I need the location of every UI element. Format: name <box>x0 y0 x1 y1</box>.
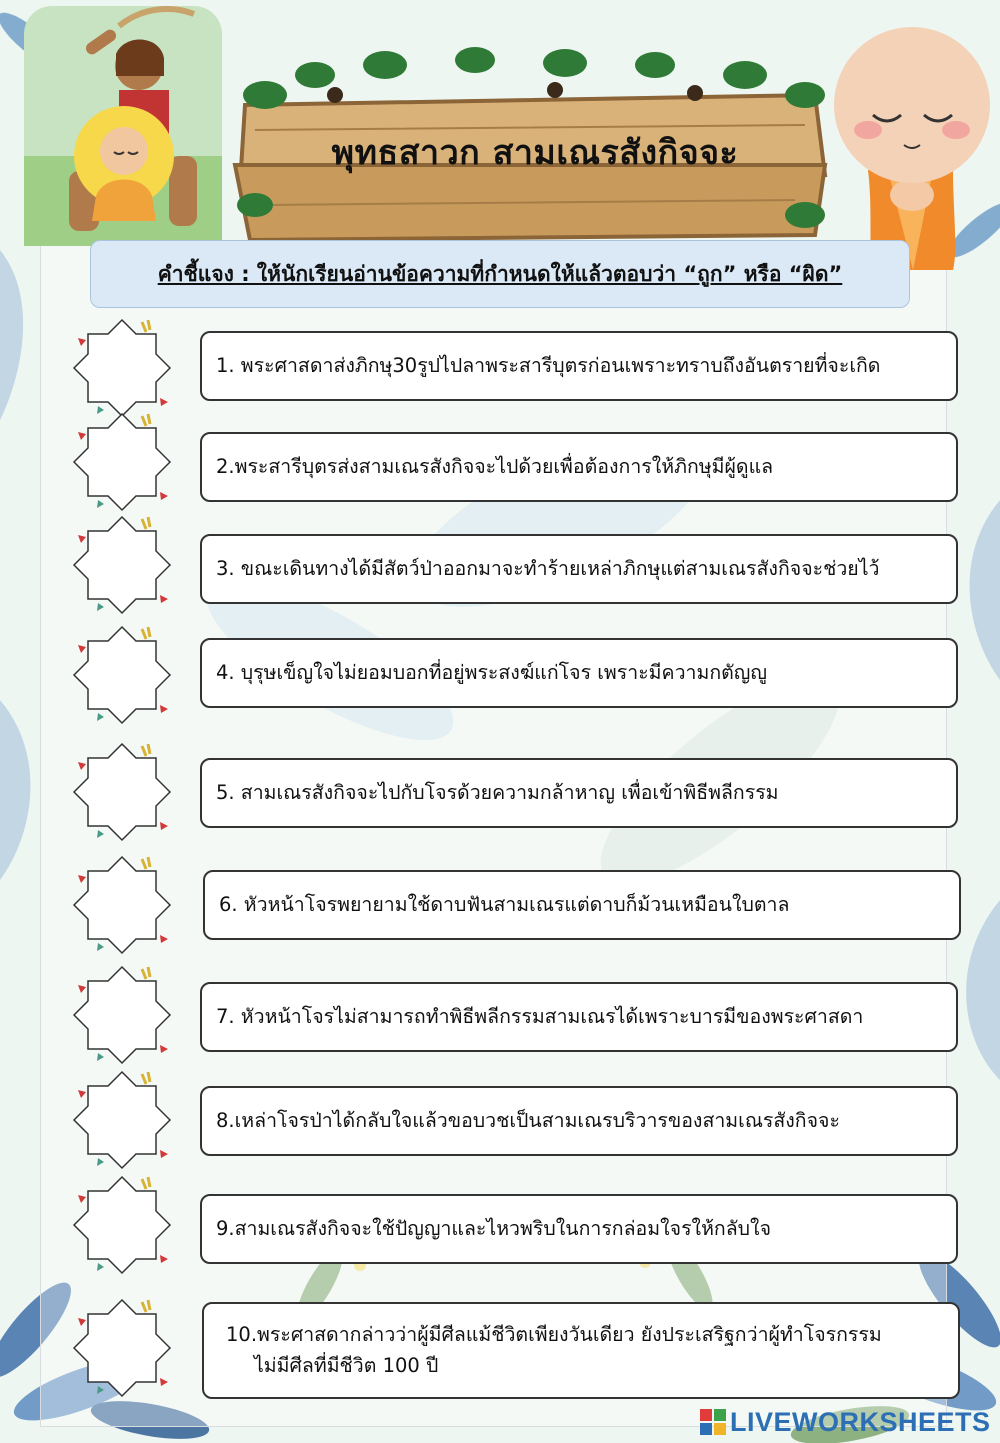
answer-box-8[interactable] <box>72 1070 172 1170</box>
question-text-line-1: 10.พระศาสดากล่าวว่าผู้มีศีลแม้ชีวิตเพียงวันเดียว ยังประเสริฐกว่าผู้ทำโจรกรรม <box>226 1323 882 1347</box>
answer-box-1[interactable] <box>72 318 172 418</box>
question-text: 9.สามเณรสังกิจจะใช้ปัญญาและไหวพริบในการกล่อมใจรให้กลับใจ <box>216 1216 771 1240</box>
answer-box-4[interactable] <box>72 625 172 725</box>
liveworksheets-badge-icon <box>700 1409 726 1435</box>
bandit-and-novice-illustration <box>24 6 222 246</box>
liveworksheets-logo <box>700 1405 991 1439</box>
answer-box-2[interactable] <box>72 412 172 512</box>
answer-box-7[interactable] <box>72 965 172 1065</box>
answer-box-3[interactable] <box>72 515 172 615</box>
answer-box-9[interactable] <box>72 1175 172 1275</box>
answer-box-6[interactable] <box>72 855 172 955</box>
monk-illustration <box>828 20 996 270</box>
question-box-9 <box>200 1194 958 1264</box>
question-box-1 <box>200 331 958 401</box>
question-box-10 <box>202 1302 960 1399</box>
question-text: 4. บุรุษเข็ญใจไม่ยอมบอกที่อยู่พระสงฆ์แก่โจร เพราะมีความกตัญญู <box>216 660 768 684</box>
question-box-8 <box>200 1086 958 1156</box>
question-text: 2.พระสารีบุตรส่งสามเณรสังกิจจะไปด้วยเพื่อต้องการให้ภิกษุมีผู้ดูแล <box>216 454 774 478</box>
question-box-6 <box>203 870 961 940</box>
question-text: 1. พระศาสดาส่งภิกษุ30รูปไปลาพระสารีบุตรก่อนเพราะทราบถึงอันตรายที่จะเกิด <box>216 353 881 377</box>
answer-box-5[interactable] <box>72 742 172 842</box>
question-text: 8.เหล่าโจรป่าได้กลับใจแล้วขอบวชเป็นสามเณรบริวารของสามเณรสังกิจจะ <box>216 1108 840 1132</box>
question-box-2 <box>200 432 958 502</box>
page-title: พุทธสาวก สามเณรสังกิจจะ <box>331 133 739 173</box>
question-box-5 <box>200 758 958 828</box>
question-text-line-2: ไม่มีศีลที่มีชีวิต 100 ปี <box>254 1353 439 1377</box>
question-text: 5. สามเณรสังกิจจะไปกับโจรด้วยความกล้าหาญ เพื่อเข้าพิธีพลีกรรม <box>216 780 779 804</box>
question-text: 6. หัวหน้าโจรพยายามใช้ดาบฟันสามเณรแต่ดาบก็ม้วนเหมือนใบตาล <box>219 892 790 916</box>
instruction-banner: คำชี้แจง : ให้นักเรียนอ่านข้อความที่กำหนดให้แล้วตอบว่า “ถูก” หรือ “ผิด” <box>90 240 910 308</box>
question-text: 7. หัวหน้าโจรไม่สามารถทำพิธีพลีกรรมสามเณรได้เพราะบารมีของพระศาสดา <box>216 1004 864 1028</box>
question-box-3 <box>200 534 958 604</box>
question-box-7 <box>200 982 958 1052</box>
logo-text: LIVEWORKSHEETS <box>730 1406 991 1437</box>
question-text: 3. ขณะเดินทางได้มีสัตว์ป่าออกมาจะทำร้ายเหล่าภิกษุแต่สามเณรสังกิจจะช่วยไว้ <box>216 556 880 580</box>
answer-box-10[interactable] <box>72 1298 172 1398</box>
question-box-4 <box>200 638 958 708</box>
